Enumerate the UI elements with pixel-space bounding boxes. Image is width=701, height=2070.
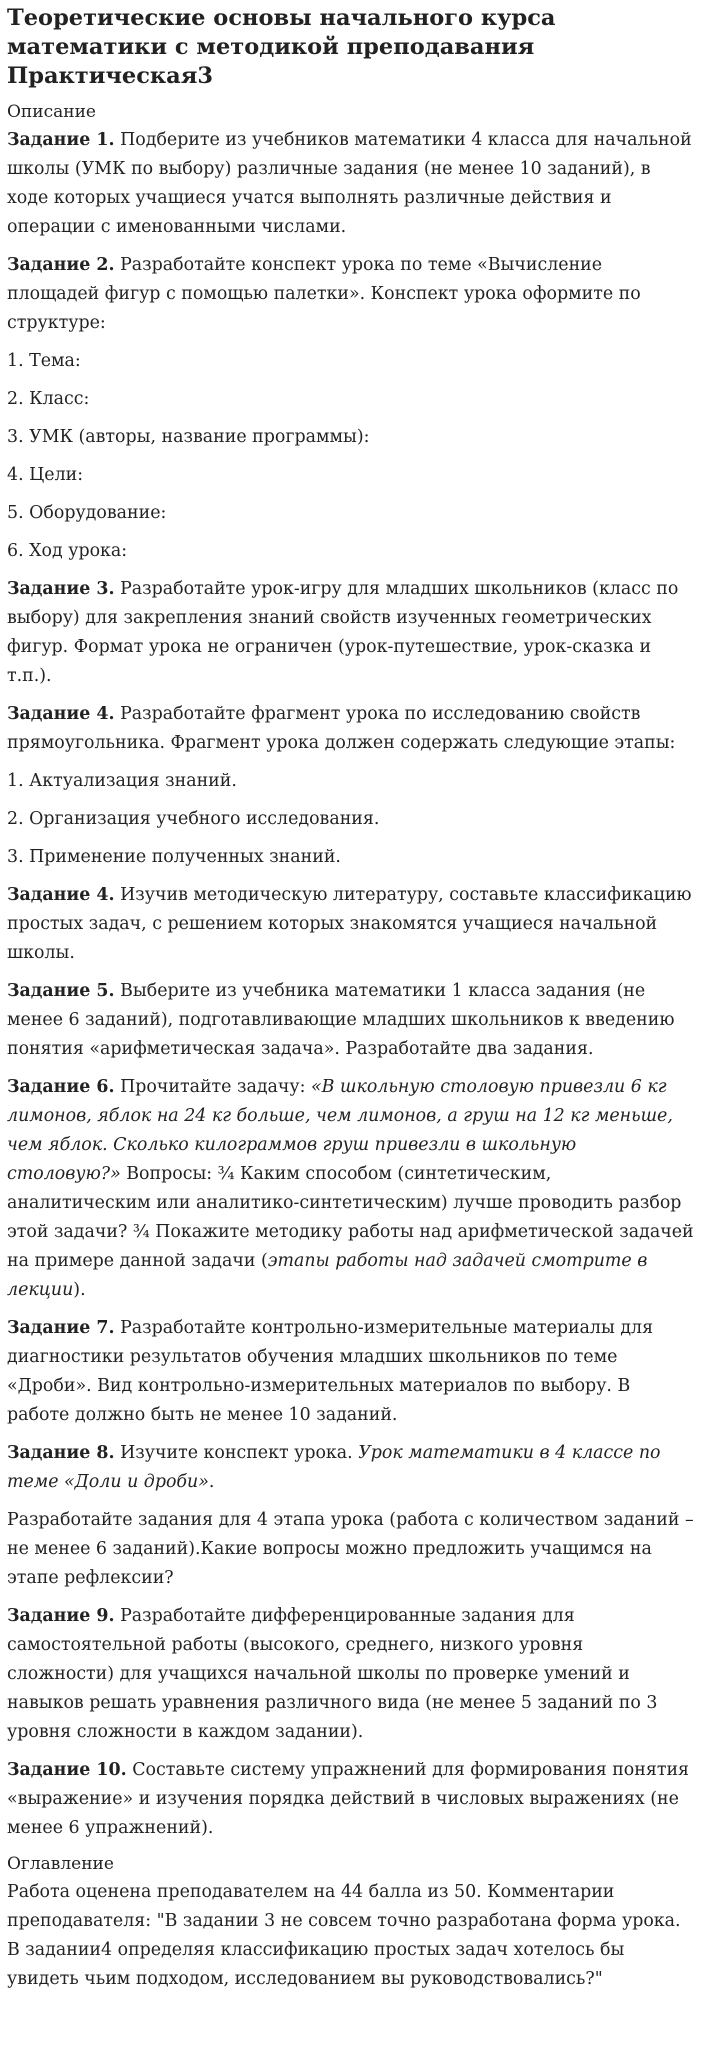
task-problem-quote: «В школьную столовую привезли 6 кг лимонов, яблок на 24 кг больше, чем лимонов, а груш на 12 кг меньше, чем яблок. Сколько килограммов груш привезли в школьную столовую?»: [7, 1077, 673, 1184]
task-label: Задание 3.: [7, 579, 115, 599]
task-label: Задание 4.: [7, 885, 115, 905]
task-8: [7, 1439, 694, 1497]
task-4b: [7, 881, 694, 968]
teacher-review: Работа оценена преподавателем на 44 балла из 50. Комментарии преподавателя: "В задании 3 не совсем точно разработана форма урока. В задании4 определяя классификацию простых задач хотелось бы увидеть чьим подходом, исследованием вы руководствовались?": [7, 1882, 681, 1989]
stage-item: 1. Актуализация знаний.: [7, 771, 237, 791]
task-label: Задание 9.: [7, 1606, 115, 1626]
structure-item: 1. Тема:: [7, 351, 81, 371]
task-text: Изучив методическую литературу, составьте классификацию простых задач, с решением которых знакомятся учащиеся начальной школы.: [7, 885, 692, 963]
task-text: .: [208, 1472, 215, 1492]
task-4: [7, 700, 694, 758]
structure-item: 2. Класс:: [7, 389, 90, 409]
task-1: [7, 126, 694, 242]
task-text: Разработайте конспект урока по теме «Вычисление площадей фигур с помощью палетки». Конспект урока оформите по структуре:: [7, 255, 641, 333]
task-text: Выберите из учебника математики 1 класса задания (не менее 6 заданий), подготавливающие младших школьников к введению понятия «арифметическая задача». Разработайте два задания.: [7, 981, 675, 1059]
task-note: этапы работы над задачей смотрите в лекции: [7, 1251, 648, 1300]
task-text: Изучите конспект урока.: [114, 1443, 359, 1463]
task-text: Подберите из учебников математики 4 класса для начальной школы (УМК по выбору) различные задания (не менее 10 заданий), в ходе которых учащиеся учатся выполнять различные действия и операции с именованными числами.: [7, 130, 692, 237]
task-text: Разработайте дифференцированные задания для самостоятельной работы (высокого, среднего, низкого уровня сложности) для учащихся начальной школы по проверке умений и навыков решать уравнения различного вида (не менее 5 заданий по 3 уровня сложности в каждом задании).: [7, 1606, 658, 1742]
task-3: [7, 575, 694, 691]
task-list: [7, 126, 694, 1843]
task-text: ).: [73, 1280, 86, 1300]
task-text: Разработайте урок-игру для младших школьников (класс по выбору) для закрепления знаний свойств изученных геометрических фигур. Формат урока не ограничен (урок-путешествие, урок-сказка и т.п.).: [7, 579, 679, 686]
task-text: Составьте систему упражнений для формирования понятия «выражение» и изучения порядка действий в числовых выражениях (не менее 6 упражнений).: [7, 1760, 690, 1838]
task-label: Задание 2.: [7, 255, 115, 275]
task-label: Задание 1.: [7, 130, 115, 150]
task-6: [7, 1073, 694, 1305]
task-9: [7, 1602, 694, 1747]
structure-item: 4. Цели:: [7, 465, 84, 485]
task-text: Разработайте контрольно-измерительные материалы для диагностики результатов обучения младших школьников по теме «Дроби». Вид контрольно-измерительных материалов по выбору. В работе должно быть не менее 10 заданий.: [7, 1318, 654, 1425]
task-label: Задание 4.: [7, 704, 115, 724]
task-label: Задание 6.: [7, 1077, 115, 1097]
stage-item: 2. Организация учебного исследования.: [7, 809, 380, 829]
task-8-continuation: Разработайте задания для 4 этапа урока (работа с количеством заданий – не менее 6 заданий).Какие вопросы можно предложить учащимся на этапе рефлексии?: [7, 1510, 694, 1588]
structure-item: 5. Оборудование:: [7, 503, 167, 523]
task-label: Задание 10.: [7, 1760, 127, 1780]
task-text: Вопросы: ¾ Каким способом (синтетическим, аналитическим или аналитико-синтетическим) лучше проводить разбор этой задачи? ¾ Покажите методику работы над арифметической задачей на примере данной задачи (: [7, 1164, 694, 1271]
task-7: [7, 1314, 694, 1430]
task-label: Задание 7.: [7, 1318, 115, 1338]
structure-item: 3. УМК (авторы, название программы):: [7, 427, 370, 447]
toc-heading: Оглавление: [7, 1854, 114, 1874]
task-10: [7, 1756, 694, 1843]
description-heading: Описание: [7, 102, 96, 122]
structure-item: 6. Ход урока:: [7, 541, 128, 561]
task-2: [7, 251, 694, 338]
task-text: Разработайте фрагмент урока по исследованию свойств прямоугольника. Фрагмент урока должен содержать следующие этапы:: [7, 704, 676, 753]
task-text: Прочитайте задачу:: [114, 1077, 312, 1097]
task-label: Задание 8.: [7, 1443, 115, 1463]
task-5: [7, 977, 694, 1064]
stage-item: 3. Применение полученных знаний.: [7, 847, 341, 867]
page-title: Теоретические основы начального курса математики с методикой преподавания Практическая3: [7, 5, 556, 89]
task-lesson-title: Урок математики в 4 классе по теме «Доли и дроби»: [7, 1443, 661, 1492]
task-label: Задание 5.: [7, 981, 115, 1001]
